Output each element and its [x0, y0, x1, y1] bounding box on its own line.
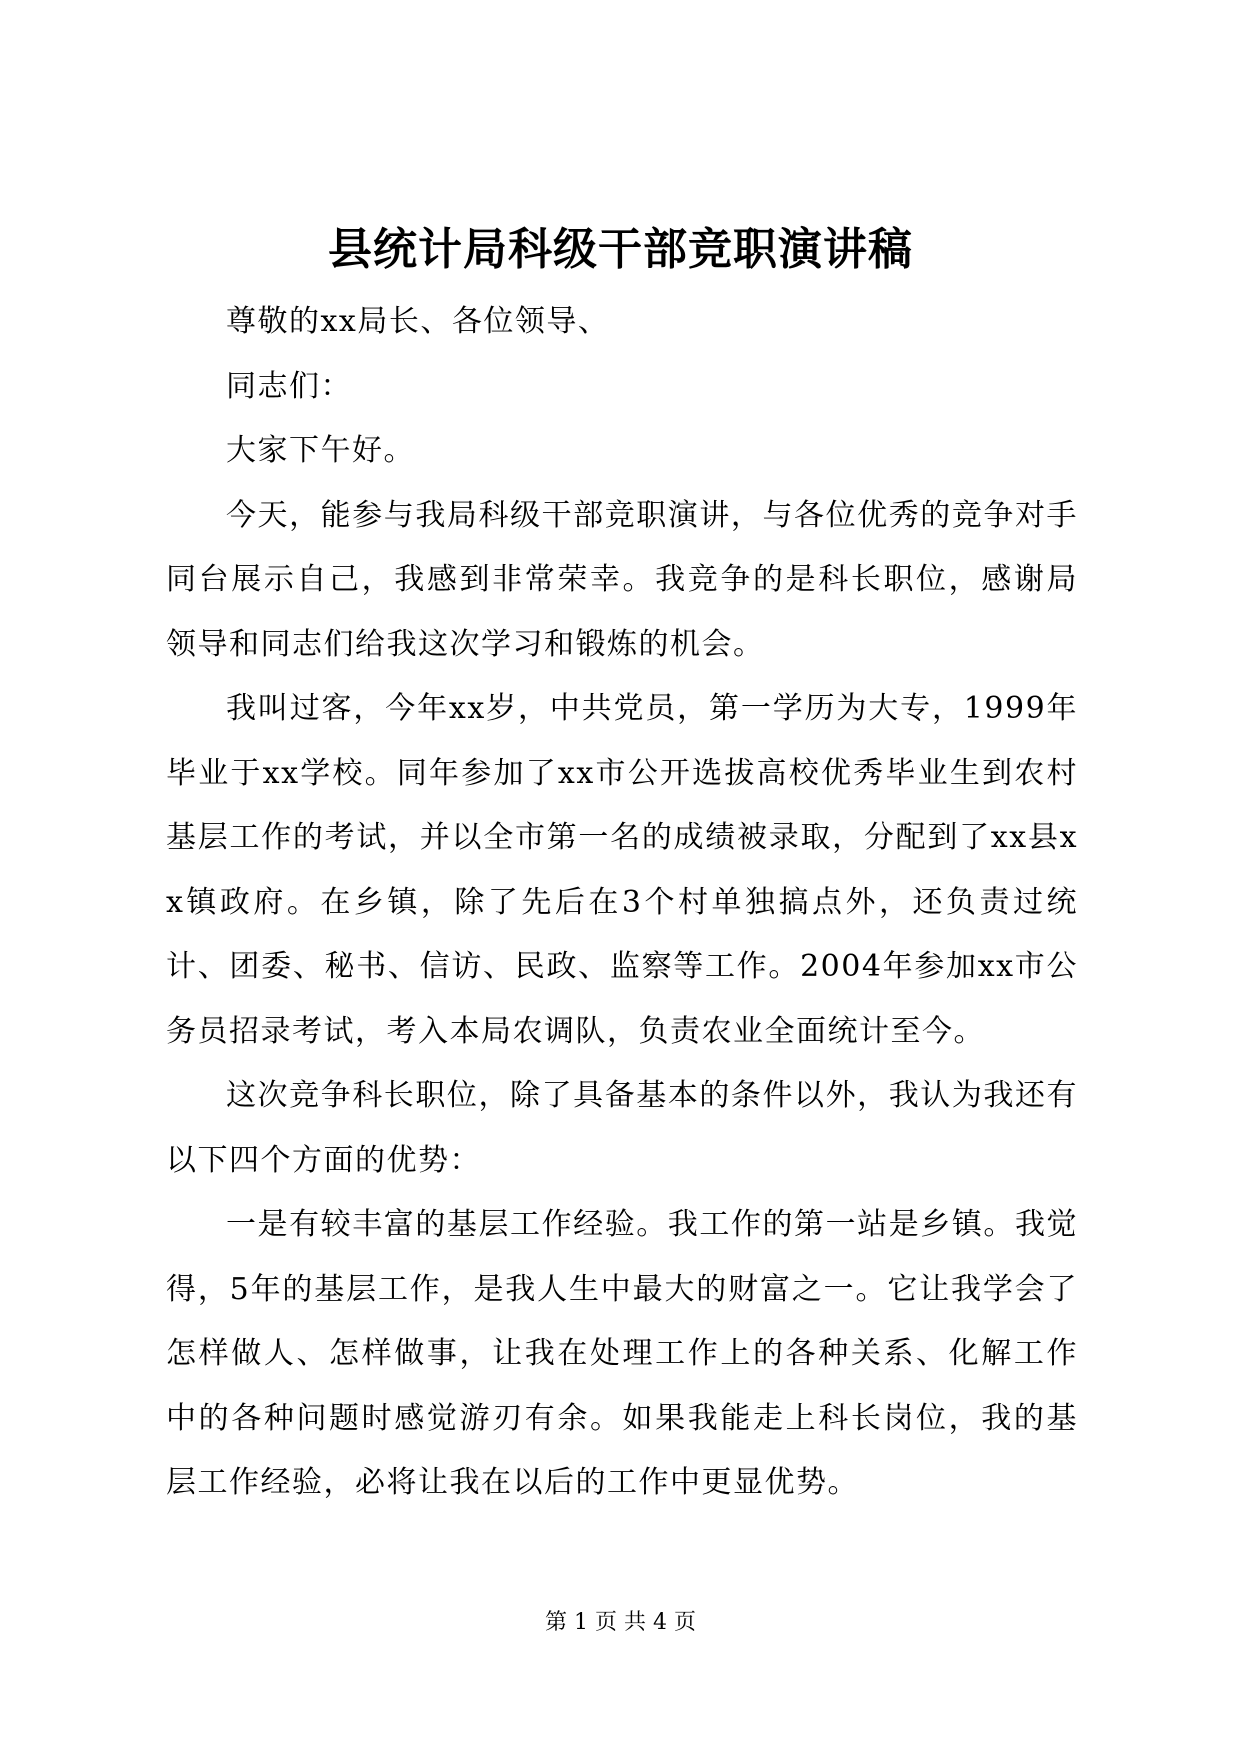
paragraph-advantages-intro: 这次竞争科长职位，除了具备基本的条件以外，我认为我还有以下四个方面的优势：: [166, 1078, 1078, 1178]
paragraph-advantage-1: 一是有较丰富的基层工作经验。我工作的第一站是乡镇。我觉得，5年的基层工作，是我人生中最大的财富之一。它让我学会了怎样做人、怎样做事，让我在处理工作上的各种关系、化解工作中的各种问题时感觉游刃有余。如果我能走上科长岗位，我的基层工作经验，必将让我在以后的工作中更显优势。: [166, 1207, 1078, 1500]
paragraph-intro: 今天，能参与我局科级干部竞职演讲，与各位优秀的竞争对手同台展示自己，我感到非常荣幸。我竞争的是科长职位，感谢局领导和同志们给我这次学习和锻炼的机会。: [166, 497, 1078, 662]
paragraph-salutation-1: 尊敬的xx局长、各位领导、: [226, 304, 610, 339]
page-number-footer: 第 1 页 共 4 页: [545, 1610, 696, 1635]
paragraph-salutation-2: 同志们：: [226, 368, 352, 404]
document-body: [166, 290, 1078, 1516]
paragraph-background: 我叫过客，今年xx岁，中共党员，第一学历为大专，1999年毕业于xx学校。同年参加了xx市公开选拔高校优秀毕业生到农村基层工作的考试，并以全市第一名的成绩被录取，分配到了xx县xx镇政府。在乡镇，除了先后在3个村单独搞点外，还负责过统计、团委、秘书、信访、民政、监察等工作。2004年参加xx市公务员招录考试，考入本局农调队，负责农业全面统计至今。: [166, 691, 1078, 1049]
document-title: 县统计局科级干部竞职演讲稿: [328, 224, 913, 275]
paragraph-greeting: 大家下午好。: [226, 433, 415, 468]
